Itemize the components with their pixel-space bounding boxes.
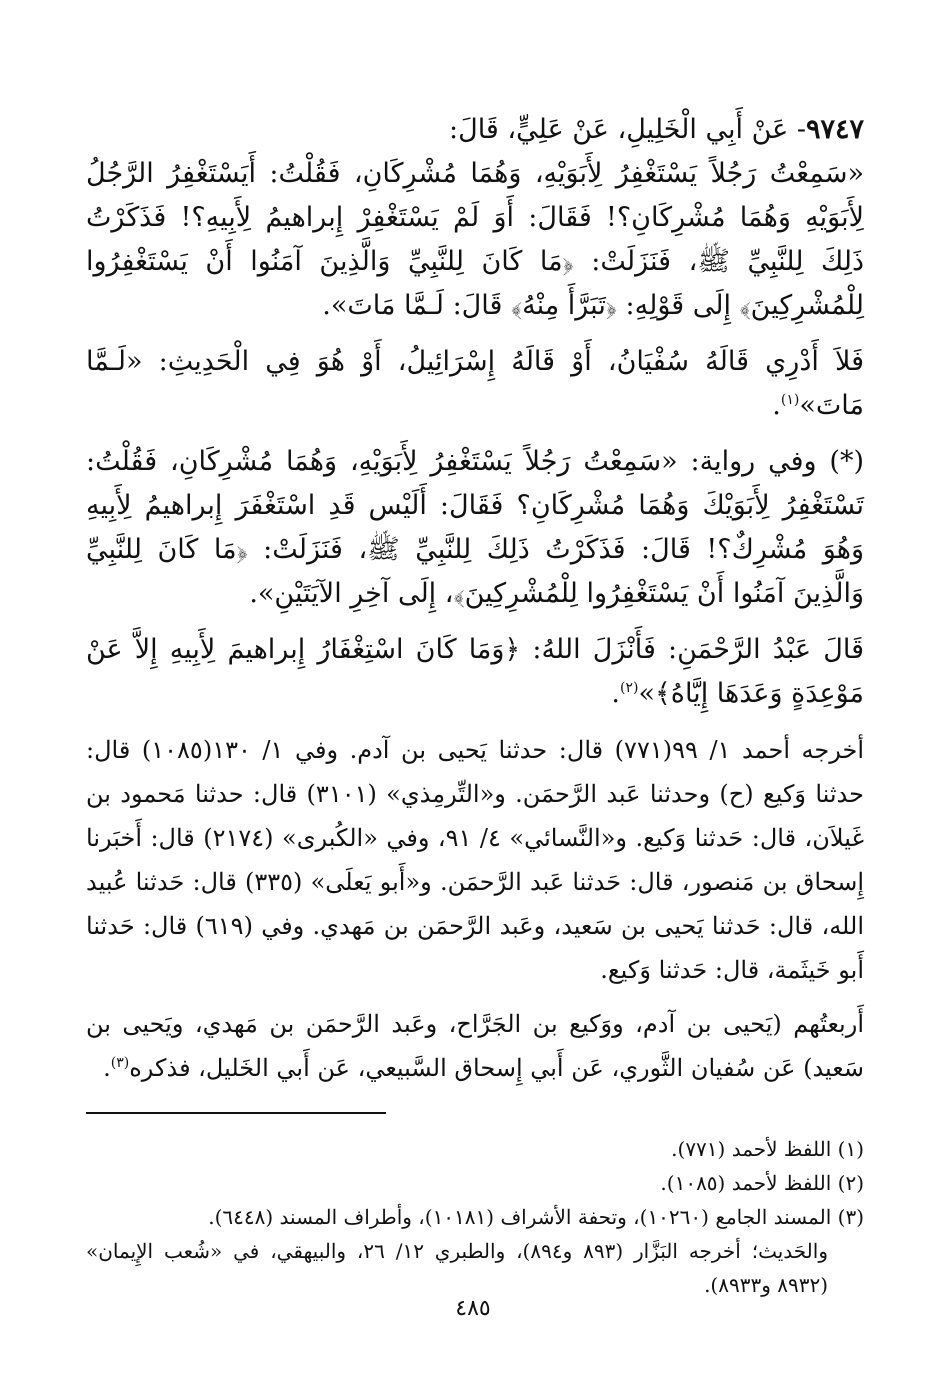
footnote-1: (١) اللفظ لأحمد (٧٧١). bbox=[671, 1137, 864, 1161]
takhrij-block bbox=[86, 728, 864, 1090]
takhrij-paragraph-2-end: . bbox=[103, 1054, 111, 1082]
hadith-doubt-note bbox=[86, 340, 864, 428]
footnote-3-extra: والحَديث؛ أخرجه البَزَّار (٨٩٣ و٨٩٤)، والطبري ١٢/ ٢٦، والبيهقي، في «شُعب الإِيمان» (٨٩٣٢ و٨٩٣٣). bbox=[86, 1239, 828, 1297]
page-body bbox=[86, 108, 864, 1302]
footnote-separator bbox=[86, 1112, 386, 1114]
footnote-2: (٢) اللفظ لأحمد (١٠٨٥). bbox=[660, 1171, 864, 1195]
footnote-ref-2[interactable]: (٢) bbox=[620, 680, 639, 696]
footnote-separator-wrap bbox=[86, 1090, 864, 1132]
footnote-3: (٣) المسند الجامع (١٠٢٦٠)، وتحفة الأشراف (١٠١٨١)، وأطراف المسند (٦٤٤٨). bbox=[208, 1205, 864, 1229]
hadith-matn: «سَمِعْتُ رَجُلاً يَسْتَغْفِرُ لِأَبَوَيْهِ، وَهُمَا مُشْرِكَانِ، فَقُلْتُ: أَيَسْتَغْفِرُ الرَّجُلُ لِأَبَوَيْهِ وَهُمَا مُشْرِكَانِ؟! فَقَالَ: أَوَ لَمْ يَسْتَغْفِرْ إِبراهيمُ لِأَبِيهِ؟! فَذَكَرْتُ ذَلِكَ لِلنَّبِيِّ ﷺ، فَنَزَلَتْ: ﴿مَا كَانَ لِلنَّبِيِّ وَالَّذِينَ آمَنُوا أَنْ يَسْتَغْفِرُوا لِلْمُشْرِكِينَ﴾ إِلَى قَوْلِهِ: ﴿تَبَرَّأَ مِنْهُ﴾ قَالَ: لَـمَّا مَاتَ». bbox=[86, 158, 864, 321]
footnotes bbox=[86, 1132, 864, 1302]
footnote-ref-1[interactable]: (١) bbox=[780, 392, 800, 408]
hadith-doubt-end: . bbox=[772, 390, 781, 421]
takhrij-paragraph-2-text: أَربعتُهم (يَحيى بن آدم، ووَكيع بن الجَرَّاح، وعَبد الرَّحمَن بن مَهدي، ويَحيى بن سَعيد) عَن سُفيان الثَّوري، عَن أَبي إِسحاق السَّبيعي، عَن أَبي الخَليل، فذكره bbox=[86, 1010, 864, 1082]
hadith-header bbox=[86, 108, 864, 152]
hadith-number: ٩٧٤٧ bbox=[805, 114, 864, 145]
page-number: ٤٨٥ bbox=[455, 1296, 491, 1321]
hadith-isnad: - عَنْ أَبِي الْخَلِيلِ، عَنْ عَلِيٍّ، قَالَ: bbox=[448, 114, 806, 145]
hadith-abdulrahman-end: . bbox=[611, 678, 620, 709]
hadith-doubt-text: فَلاَ أَدْرِي قَالَهُ سُفْيَانُ، أَوْ قَالَهُ إِسْرَائِيلُ، أَوْ هُوَ فِي الْحَدِيثِ: «لَـمَّا مَاتَ» bbox=[86, 346, 864, 421]
hadith-abdulrahman-text: قَالَ عَبْدُ الرَّحْمَنِ: فَأَنْزَلَ اللهُ: ﴿وَمَا كَانَ اسْتِغْفَارُ إِبراهيمَ لِأَبِيهِ إِلاَّ عَنْ مَوْعِدَةٍ وَعَدَهَا إِيَّاهُ﴾» bbox=[86, 634, 864, 709]
hadith-riwaya: (*) وفي رواية: «سَمِعْتُ رَجُلاً يَسْتَغْفِرُ لِأَبَوَيْهِ، وَهُمَا مُشْرِكَانِ، فَقُلْتُ: تَسْتَغْفِرُ لِأَبَوَيْكَ وَهُمَا مُشْرِكَانِ؟ فَقَالَ: أَلَيْس قَدِ اسْتَغْفَرَ إِبراهيمُ لِأَبِيهِ وَهُوَ مُشْرِكٌ؟! قَالَ: فَذَكَرْتُ ذَلِكَ لِلنَّبِيِّ ﷺ، فَنَزَلَتْ: ﴿مَا كَانَ لِلنَّبِيِّ وَالَّذِينَ آمَنُوا أَنْ يَسْتَغْفِرُوا لِلْمُشْرِكِينَ﴾، إِلَى آخِرِ الآيَتَيْنِ». bbox=[86, 446, 864, 609]
takhrij-paragraph-2 bbox=[86, 1002, 864, 1090]
footnote-ref-3[interactable]: (٣) bbox=[110, 1055, 130, 1071]
hadith-abdulrahman bbox=[86, 628, 864, 716]
hadith-block bbox=[86, 108, 864, 716]
takhrij-paragraph-1: أخرجه أحمد ١/ ٩٩(٧٧١) قال: حدثنا يَحيى بن آدم. وفي ١/ ١٣٠(١٠٨٥) قال: حدثنا وَكيع (ح) وحدثنا عَبد الرَّحمَن. و«التِّرمِذي» (٣١٠١) قال: حدثنا مَحمود بن غَيلاَن، قال: حَدثنا وَكيع. و«النَّسائي» ٤/ ٩١، وفي «الكُبرى» (٢١٧٤) قال: أَخبَرنا إِسحاق بن مَنصور، قال: حَدثنا عَبد الرَّحمَن. و«أَبو يَعلَى» (٣٣٥) قال: حَدثنا عُبيد الله، قال: حَدثنا يَحيى بن سَعيد، وعَبد الرَّحمَن بن مَهدي. وفي (٦١٩) قال: حَدثنا أَبو خَيثَمة، قال: حَدثنا وَكيع. bbox=[86, 736, 865, 984]
